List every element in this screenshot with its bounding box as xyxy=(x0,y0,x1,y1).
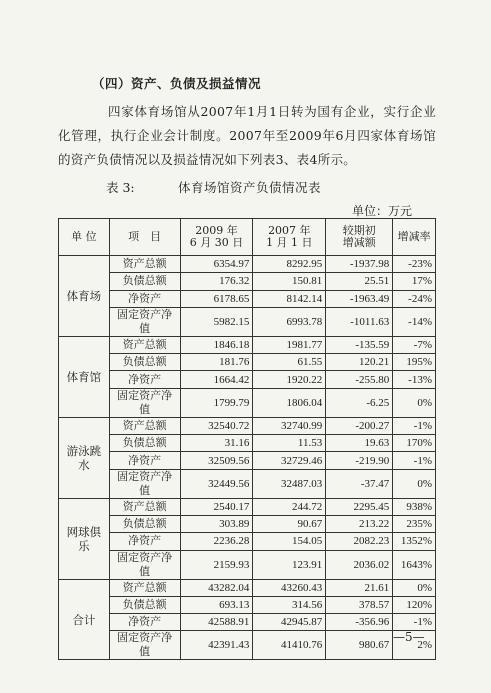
value-2009-cell: 1664.42 xyxy=(180,371,253,388)
change-cell: -356.96 xyxy=(326,614,393,631)
rate-cell: -24% xyxy=(393,290,436,307)
value-2007-cell: 32487.03 xyxy=(253,469,326,498)
change-cell: -6.25 xyxy=(326,388,393,417)
header-item: 项 目 xyxy=(109,219,180,256)
page-number: —5— xyxy=(393,630,425,644)
value-2007-cell: 314.56 xyxy=(253,596,326,613)
table-row xyxy=(59,452,436,469)
table-row xyxy=(59,417,436,434)
value-2007-cell: 154.05 xyxy=(253,533,326,550)
header-rate: 增减率 xyxy=(393,219,436,256)
item-cell: 固定资产净值 xyxy=(109,307,180,336)
body-paragraph: 四家体育场馆从2007年1月1日转为国有企业，实行企业化管理，执行企业会计制度。2007年至2009年6月四家体育场馆的资产负债情况以及损益情况如下列表3、表4所示。 xyxy=(58,104,436,167)
change-cell: -1963.49 xyxy=(326,290,393,307)
item-cell: 固定资产净值 xyxy=(109,631,180,660)
table-row xyxy=(59,307,436,336)
item-cell: 固定资产净值 xyxy=(109,469,180,498)
item-cell: 资产总额 xyxy=(109,579,180,596)
table-row xyxy=(59,290,436,307)
table-row xyxy=(59,273,436,290)
item-cell: 固定资产净值 xyxy=(109,550,180,579)
value-2009-cell: 176.32 xyxy=(180,273,253,290)
value-2007-cell: 42945.87 xyxy=(253,614,326,631)
rate-cell: 0% xyxy=(393,579,436,596)
value-2007-cell: 41410.76 xyxy=(253,631,326,660)
rate-cell: 17% xyxy=(393,273,436,290)
header-2009 xyxy=(180,219,253,256)
unit-name-cell: 体育馆 xyxy=(59,336,110,417)
item-cell: 负债总额 xyxy=(109,515,180,532)
value-2007-cell: 90.67 xyxy=(253,515,326,532)
change-cell: -135.59 xyxy=(326,336,393,353)
value-2007-cell: 61.55 xyxy=(253,354,326,371)
value-2007-cell: 43260.43 xyxy=(253,579,326,596)
table-row xyxy=(59,435,436,452)
change-cell: 25.51 xyxy=(326,273,393,290)
table-header-row xyxy=(59,219,436,256)
change-cell: 21.61 xyxy=(326,579,393,596)
item-cell: 净资产 xyxy=(109,614,180,631)
unit-label: 单位：万元 xyxy=(352,204,413,218)
change-cell: 19.63 xyxy=(326,435,393,452)
rate-cell: -7% xyxy=(393,336,436,353)
rate-cell: 1643% xyxy=(393,550,436,579)
item-cell: 负债总额 xyxy=(109,596,180,613)
rate-cell: 170% xyxy=(393,435,436,452)
table-row xyxy=(59,336,436,353)
item-cell: 净资产 xyxy=(109,371,180,388)
table-row xyxy=(59,469,436,498)
rate-cell: -14% xyxy=(393,307,436,336)
rate-cell: -1% xyxy=(393,452,436,469)
value-2009-cell: 6178.65 xyxy=(180,290,253,307)
table-row xyxy=(59,515,436,532)
value-2009-cell: 42391.43 xyxy=(180,631,253,660)
unit-name-cell: 体育场 xyxy=(59,256,110,337)
rate-cell: 2% xyxy=(393,631,436,660)
value-2009-cell: 1846.18 xyxy=(180,336,253,353)
change-cell: 378.57 xyxy=(326,596,393,613)
value-2007-cell: 1806.04 xyxy=(253,388,326,417)
table-row xyxy=(59,614,436,631)
change-cell: 2036.02 xyxy=(326,550,393,579)
rate-cell: 195% xyxy=(393,354,436,371)
unit-name-cell: 合计 xyxy=(59,579,110,660)
rate-cell: -13% xyxy=(393,371,436,388)
item-cell: 资产总额 xyxy=(109,498,180,515)
table-row xyxy=(59,631,436,660)
rate-cell: -1% xyxy=(393,614,436,631)
value-2009-cell: 32509.56 xyxy=(180,452,253,469)
header-change xyxy=(326,219,393,256)
table-row xyxy=(59,256,436,273)
unit-name-cell: 网球俱乐 xyxy=(59,498,110,579)
value-2009-cell: 181.76 xyxy=(180,354,253,371)
item-cell: 资产总额 xyxy=(109,336,180,353)
value-2009-cell: 42588.91 xyxy=(180,614,253,631)
table-row xyxy=(59,498,436,515)
rate-cell: 938% xyxy=(393,498,436,515)
change-cell: -1937.98 xyxy=(326,256,393,273)
value-2007-cell: 1981.77 xyxy=(253,336,326,353)
item-cell: 固定资产净值 xyxy=(109,388,180,417)
value-2007-cell: 123.91 xyxy=(253,550,326,579)
change-cell: 120.21 xyxy=(326,354,393,371)
table-row xyxy=(59,371,436,388)
item-cell: 净资产 xyxy=(109,533,180,550)
table-row xyxy=(59,533,436,550)
table-caption-number: 表 3: xyxy=(106,180,135,195)
change-cell: 980.67 xyxy=(326,631,393,660)
item-cell: 负债总额 xyxy=(109,273,180,290)
value-2009-cell: 1799.79 xyxy=(180,388,253,417)
item-cell: 资产总额 xyxy=(109,256,180,273)
value-2007-cell: 150.81 xyxy=(253,273,326,290)
value-2009-cell: 693.13 xyxy=(180,596,253,613)
item-cell: 资产总额 xyxy=(109,417,180,434)
rate-cell: 0% xyxy=(393,388,436,417)
value-2007-cell: 32740.99 xyxy=(253,417,326,434)
balance-sheet-table xyxy=(58,218,436,660)
rate-cell: 120% xyxy=(393,596,436,613)
table-body xyxy=(59,256,436,660)
table-row xyxy=(59,550,436,579)
table-row xyxy=(59,354,436,371)
rate-cell: 1352% xyxy=(393,533,436,550)
table-row xyxy=(59,579,436,596)
value-2009-cell: 31.16 xyxy=(180,435,253,452)
rate-cell: 0% xyxy=(393,469,436,498)
value-2009-cell: 5982.15 xyxy=(180,307,253,336)
header-2007-text: 2007 年 1 月 1 日 xyxy=(266,224,313,249)
value-2007-cell: 8292.95 xyxy=(253,256,326,273)
header-2007 xyxy=(253,219,326,256)
change-cell: -200.27 xyxy=(326,417,393,434)
value-2007-cell: 6993.78 xyxy=(253,307,326,336)
rate-cell: -23% xyxy=(393,256,436,273)
value-2007-cell: 11.53 xyxy=(253,435,326,452)
value-2009-cell: 32540.72 xyxy=(180,417,253,434)
header-2009-text: 2009 年 6 月 30 日 xyxy=(189,224,244,249)
change-cell: 2295.45 xyxy=(326,498,393,515)
value-2009-cell: 2540.17 xyxy=(180,498,253,515)
item-cell: 负债总额 xyxy=(109,354,180,371)
change-cell: -219.90 xyxy=(326,452,393,469)
header-change-text: 较期初 增减额 xyxy=(342,224,376,249)
value-2007-cell: 32729.46 xyxy=(253,452,326,469)
change-cell: -37.47 xyxy=(326,469,393,498)
value-2009-cell: 6354.97 xyxy=(180,256,253,273)
change-cell: 2082.23 xyxy=(326,533,393,550)
table-caption-title: 体育场馆资产负债情况表 xyxy=(178,180,322,195)
value-2009-cell: 2159.93 xyxy=(180,550,253,579)
value-2009-cell: 32449.56 xyxy=(180,469,253,498)
value-2009-cell: 2236.28 xyxy=(180,533,253,550)
unit-name-cell: 游泳跳水 xyxy=(59,417,110,498)
item-cell: 负债总额 xyxy=(109,435,180,452)
item-cell: 净资产 xyxy=(109,452,180,469)
table-row xyxy=(59,388,436,417)
value-2007-cell: 1920.22 xyxy=(253,371,326,388)
value-2007-cell: 8142.14 xyxy=(253,290,326,307)
item-cell: 净资产 xyxy=(109,290,180,307)
rate-cell: 235% xyxy=(393,515,436,532)
table-row xyxy=(59,596,436,613)
value-2009-cell: 43282.04 xyxy=(180,579,253,596)
rate-cell: -1% xyxy=(393,417,436,434)
change-cell: -1011.63 xyxy=(326,307,393,336)
header-unit: 单 位 xyxy=(59,219,110,256)
value-2009-cell: 303.89 xyxy=(180,515,253,532)
change-cell: 213.22 xyxy=(326,515,393,532)
change-cell: -255.80 xyxy=(326,371,393,388)
section-heading: （四）资产、负债及损益情况 xyxy=(92,76,262,91)
value-2007-cell: 244.72 xyxy=(253,498,326,515)
